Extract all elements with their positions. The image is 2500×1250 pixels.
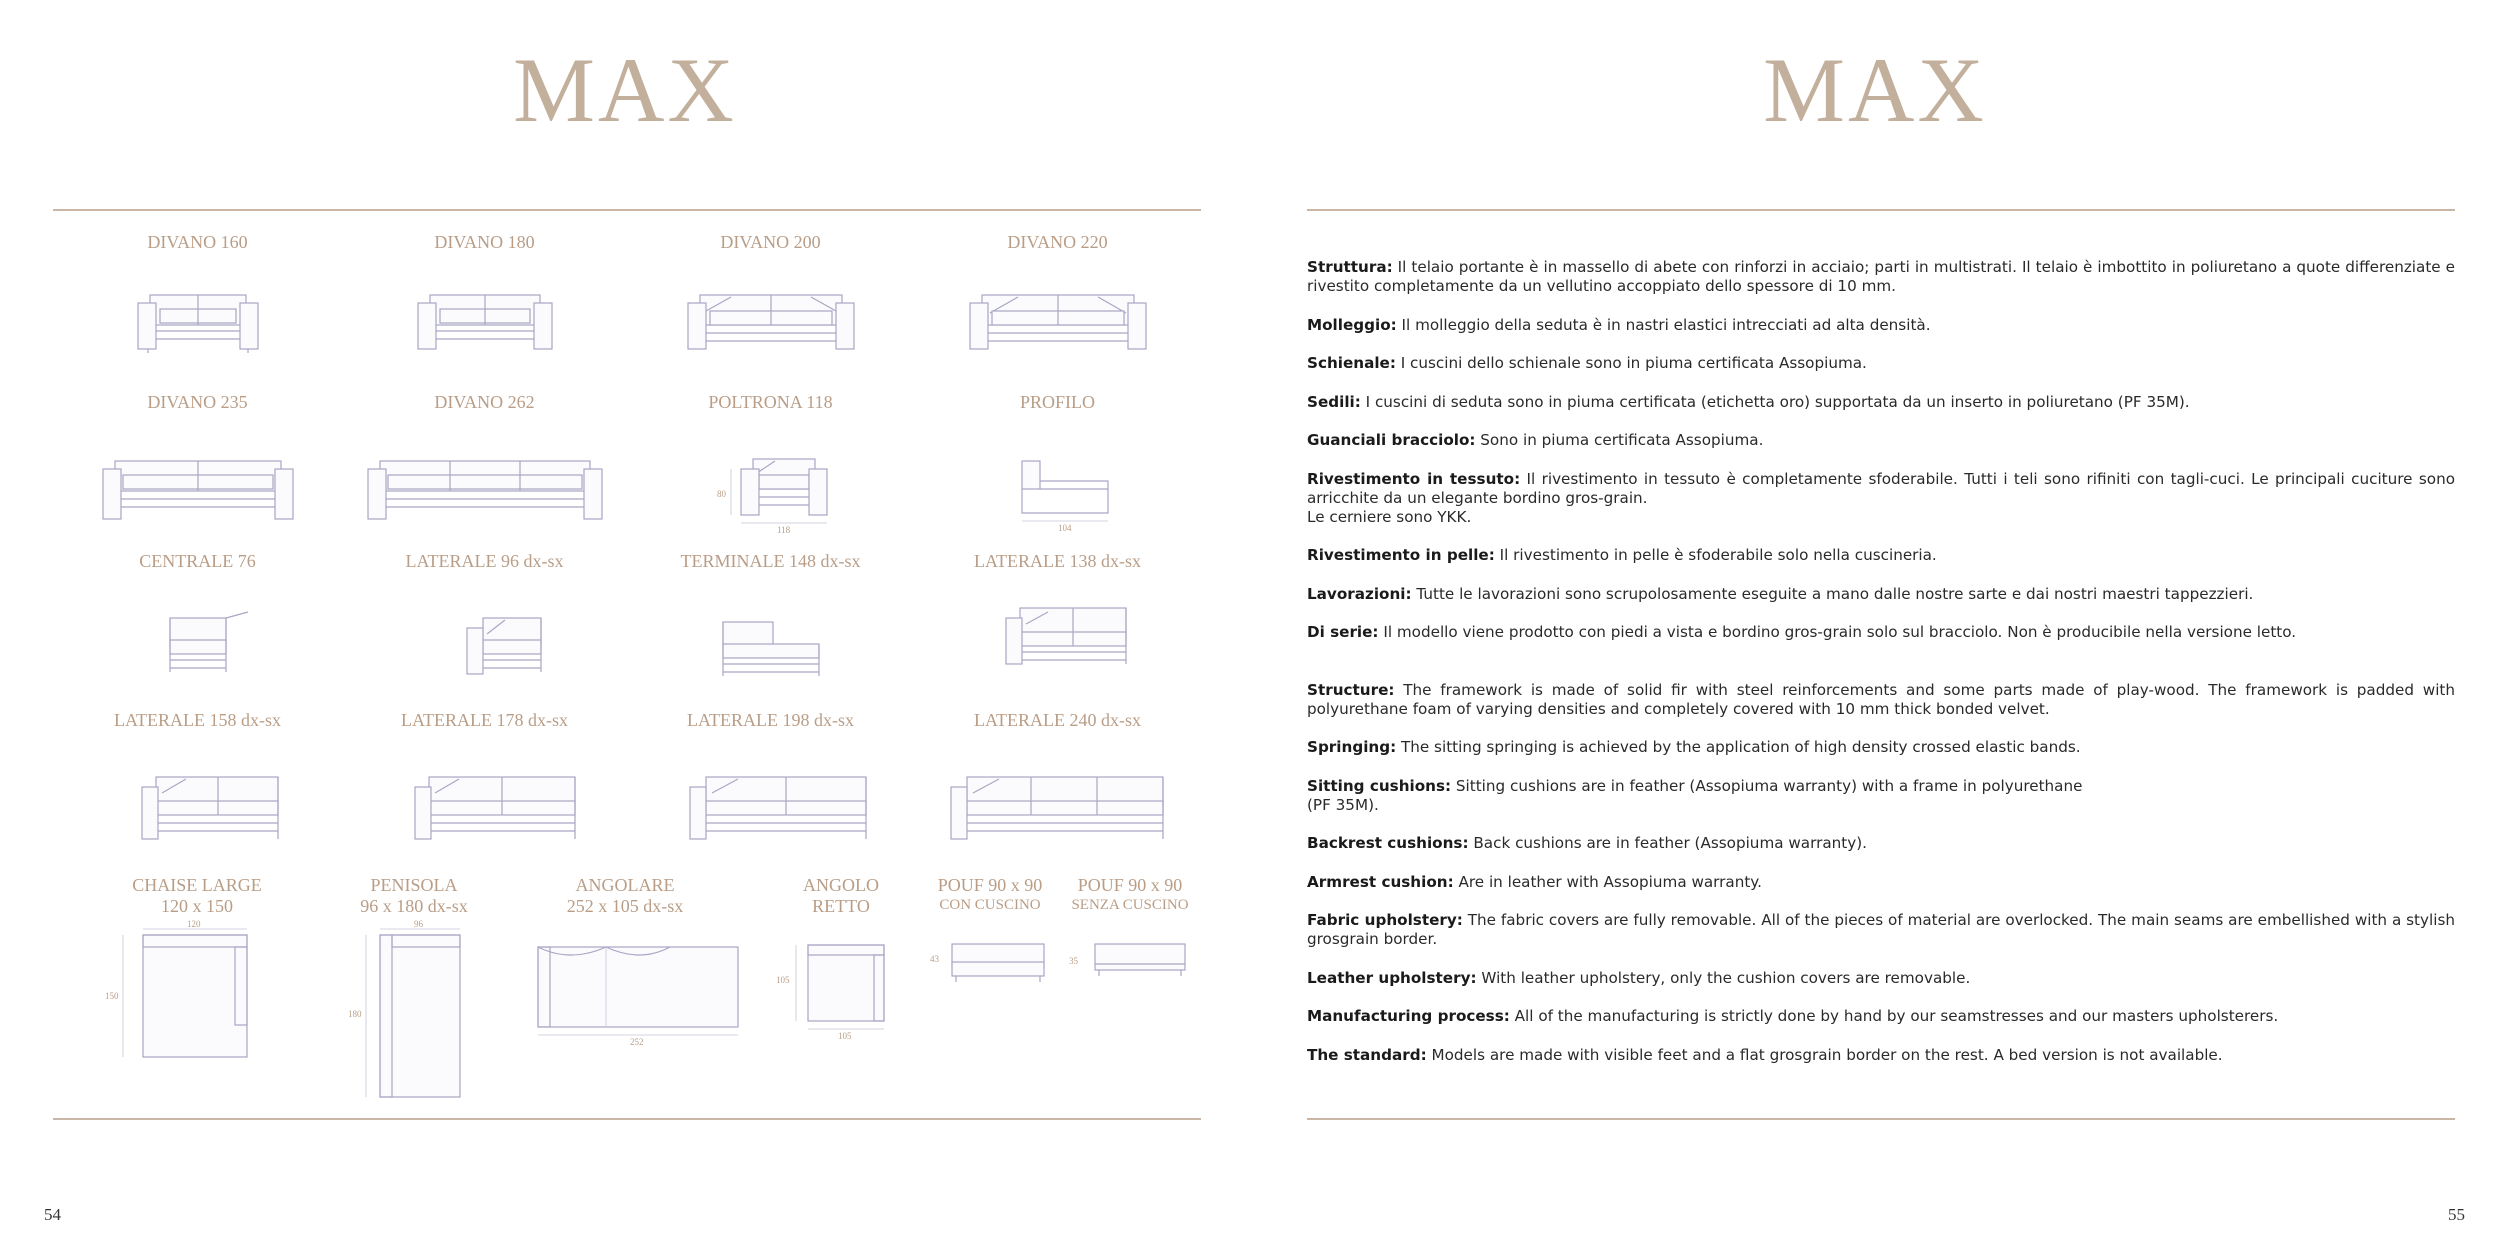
dimension-label: 80 [716, 489, 726, 499]
bottom-divider [1307, 1118, 2455, 1120]
product-angolare [510, 875, 740, 1047]
spec-text: With leather upholstery, only the cushion covers are removable. [1476, 968, 1971, 987]
product-pouf-senza-cuscino [1055, 875, 1205, 1004]
product-dimensions: RETTO [812, 896, 870, 916]
module-drawing [646, 731, 896, 851]
product-dimensions: 252 x 105 dx-sx [566, 896, 684, 916]
spec-text: I cuscini dello schienale sono in piuma certificata Assopiuma. [1395, 354, 1867, 372]
spec-text: Tutte le lavorazioni sono scrupolosamente eseguite a mano dalle nostre sarte e dai nostri maestri tappezzieri. [1411, 584, 2254, 603]
profile-drawing [958, 413, 1158, 533]
spec-text: Il molleggio della seduta è in nastri elastici intrecciati ad alta densità. [1396, 315, 1931, 334]
product-label: ANGOLARE [575, 875, 675, 895]
sofa-drawing [98, 253, 298, 353]
module-drawing [923, 731, 1193, 851]
product-chaise-large [77, 875, 317, 1097]
plan-drawing [77, 917, 317, 1097]
spec-paragraph [1307, 911, 2455, 949]
sofa-drawing [938, 253, 1178, 353]
spec-term: Manufacturing process: [1307, 1007, 1510, 1025]
product-centrale-76 [55, 551, 340, 682]
product-divano-200 [628, 232, 913, 353]
module-drawing [88, 731, 308, 851]
spec-term: Backrest cushions: [1307, 834, 1469, 852]
product-terminale-148 [628, 551, 913, 682]
plan-drawing [510, 917, 740, 1047]
dimension-label: 105 [838, 1031, 852, 1041]
armchair-drawing [671, 413, 871, 533]
product-label: LATERALE 240 dx-sx [974, 710, 1141, 730]
dimension-label: 120 [187, 919, 201, 929]
module-drawing [98, 572, 298, 682]
italian-specs [1307, 258, 2455, 642]
spec-paragraph [1307, 738, 2455, 757]
product-laterale-198 [628, 710, 913, 851]
spec-term: Di serie: [1307, 623, 1379, 641]
spec-term: Armrest cushion: [1307, 872, 1454, 891]
product-label: CHAISE LARGE [132, 875, 262, 895]
spec-text: Il rivestimento in pelle è sfoderabile solo nella cuscineria. [1494, 546, 1937, 564]
plan-drawing [766, 917, 916, 1047]
product-label: CENTRALE 76 [139, 551, 256, 571]
product-label: LATERALE 158 dx-sx [114, 710, 281, 730]
plan-drawing [334, 917, 494, 1107]
spec-term: Guanciali bracciolo: [1307, 431, 1476, 449]
sofa-drawing [656, 253, 886, 353]
product-label: POUF 90 x 90 [937, 875, 1043, 895]
specifications-text [1307, 258, 2455, 1084]
product-laterale-96 [342, 551, 627, 682]
sofa-drawing [350, 413, 620, 523]
product-divano-180 [342, 232, 627, 353]
product-label: LATERALE 178 dx-sx [401, 710, 568, 730]
product-label: DIVANO 235 [147, 392, 248, 412]
product-label: PROFILO [1019, 392, 1095, 412]
module-drawing [958, 572, 1158, 682]
spec-text-extra: Le cerniere sono YKK. [1307, 507, 1472, 526]
product-label: TERMINALE 148 dx-sx [680, 551, 861, 571]
spec-paragraph [1307, 873, 2455, 892]
product-note: CON CUSCINO [939, 897, 1041, 913]
product-pouf-con-cuscino [920, 875, 1060, 1004]
spec-paragraph [1307, 470, 2455, 527]
spec-paragraph [1307, 585, 2455, 604]
page-number: 55 [2448, 1205, 2465, 1224]
spec-text: Back cushions are in feather (Assopiuma warranty). [1468, 834, 1867, 852]
spec-paragraph [1307, 431, 2455, 450]
product-dimensions: 96 x 180 dx-sx [360, 896, 468, 916]
spec-text: Il telaio portante è in massello di abete con rinforzi in acciaio; parti in multistrati. Il telaio è imbottito in poliuretano a quote differenziate e rivestito completamente da un vellutino accoppiato dello spessore di 10 mm. [1307, 258, 2455, 295]
page-title: MAX [513, 39, 737, 141]
spec-paragraph [1307, 316, 2455, 335]
product-laterale-178 [342, 710, 627, 851]
product-laterale-138 [915, 551, 1200, 682]
product-label: DIVANO 262 [434, 392, 535, 412]
spec-text: The framework is made of solid fir with steel reinforcements and some parts made of play-wood. The framework is padded with polyurethane foam of varying densities and completely covered with 10 mm thick bonded velvet. [1307, 680, 2455, 718]
spec-term: Molleggio: [1307, 315, 1397, 334]
bottom-divider [53, 1118, 1201, 1120]
product-label: DIVANO 160 [147, 232, 248, 252]
spec-paragraph [1307, 969, 2455, 988]
spec-term: Sedili: [1307, 392, 1361, 411]
spec-paragraph [1307, 393, 2455, 412]
product-poltrona-118 [628, 392, 913, 533]
spec-term: Springing: [1307, 738, 1397, 756]
top-divider [53, 209, 1201, 211]
product-divano-235 [55, 392, 340, 523]
spec-text: The sitting springing is achieved by the application of high density crossed elastic bands. [1396, 738, 2081, 756]
spec-paragraph [1307, 777, 2455, 815]
product-divano-160 [55, 232, 340, 353]
dimension-label: 35 [1069, 956, 1078, 966]
spec-term: Sitting cushions: [1307, 776, 1452, 795]
page-number: 54 [44, 1205, 61, 1224]
product-penisola [334, 875, 494, 1107]
spec-text: The fabric covers are fully removable. All of the pieces of material are overlocked. The main seams are embellished with a stylish grosgrain border. [1307, 911, 2455, 948]
dimension-label: 104 [1057, 523, 1071, 533]
spec-text: Models are made with visible feet and a flat grosgrain border on the rest. A bed version is not available. [1426, 1045, 2223, 1064]
spec-text: Sono in piuma certificata Assopiuma. [1475, 431, 1764, 449]
dimension-label: 150 [105, 991, 119, 1001]
product-label: LATERALE 198 dx-sx [687, 710, 854, 730]
spec-paragraph [1307, 1007, 2455, 1026]
spec-term: Fabric upholstery: [1307, 911, 1463, 929]
dimension-label: 118 [776, 525, 790, 533]
product-profilo [915, 392, 1200, 533]
product-dimensions: 120 x 150 [161, 896, 233, 916]
product-angolo-retto [766, 875, 916, 1047]
product-label: POUF 90 x 90 [1077, 875, 1183, 895]
dimension-label: 43 [930, 954, 939, 964]
spec-paragraph [1307, 546, 2455, 565]
spec-paragraph [1307, 1046, 2455, 1065]
module-drawing [671, 572, 871, 682]
english-specs [1307, 681, 2455, 1065]
sofa-drawing [380, 253, 590, 353]
product-label: LATERALE 138 dx-sx [974, 551, 1141, 571]
spec-term: Schienale: [1307, 354, 1396, 372]
product-label: POLTRONA 118 [708, 392, 833, 412]
product-divano-262 [342, 392, 627, 523]
spec-term: Struttura: [1307, 258, 1393, 276]
dimension-label: 252 [630, 1037, 644, 1047]
spec-term: Lavorazioni: [1307, 584, 1412, 603]
product-laterale-240 [915, 710, 1200, 851]
module-drawing [385, 572, 585, 682]
spec-text: All of the manufacturing is strictly done by hand by our seamstresses and our masters upholsterers. [1509, 1007, 2279, 1025]
pouf-drawing [920, 914, 1060, 1004]
right-page [1250, 0, 2500, 1250]
section-gap [1307, 662, 2455, 681]
spec-text: I cuscini di seduta sono in piuma certificata (etichetta oro) supportata da un inserto in poliuretano (PF 35M). [1360, 392, 2190, 411]
dimension-label: 105 [776, 975, 790, 985]
pouf-drawing [1055, 914, 1205, 1004]
module-drawing [365, 731, 605, 851]
spec-text-extra: (PF 35M). [1307, 795, 1379, 814]
product-label: DIVANO 180 [434, 232, 535, 252]
product-label: ANGOLO [803, 875, 879, 895]
spec-paragraph [1307, 681, 2455, 719]
product-divano-220 [915, 232, 1200, 353]
spec-term: Leather upholstery: [1307, 968, 1477, 987]
product-laterale-158 [55, 710, 340, 851]
dimension-label: 180 [348, 1009, 362, 1019]
product-label: LATERALE 96 dx-sx [405, 551, 564, 571]
spec-term: Rivestimento in tessuto: [1307, 469, 1521, 488]
spec-text: Il modello viene prodotto con piedi a vista e bordino gros-grain solo sul bracciolo. Non è producibile nella versione letto. [1378, 623, 2297, 641]
product-note: SENZA CUSCINO [1071, 897, 1189, 913]
product-label: DIVANO 220 [1007, 232, 1108, 252]
spec-paragraph [1307, 258, 2455, 296]
sofa-drawing [73, 413, 323, 523]
spec-term: Structure: [1307, 680, 1395, 699]
spec-text: Sitting cushions are in feather (Assopiuma warranty) with a frame in polyurethane [1451, 776, 2083, 795]
spec-paragraph [1307, 834, 2455, 853]
spec-text: Il rivestimento in tessuto è completamente sfoderabile. Tutti i teli sono rifiniti con tagli-cuci. Le principali cuciture sono arricchite da un elegante bordino gros-grain. [1307, 469, 2455, 507]
page-title: MAX [1763, 39, 1987, 141]
spec-term: The standard: [1307, 1045, 1427, 1064]
spec-paragraph [1307, 354, 2455, 373]
spec-paragraph [1307, 623, 2455, 642]
spec-text: Are in leather with Assopiuma warranty. [1453, 872, 1762, 891]
top-divider [1307, 209, 2455, 211]
spec-term: Rivestimento in pelle: [1307, 546, 1495, 564]
product-label: DIVANO 200 [720, 232, 821, 252]
product-label: PENISOLA [370, 875, 458, 895]
dimension-label: 96 [414, 919, 423, 929]
